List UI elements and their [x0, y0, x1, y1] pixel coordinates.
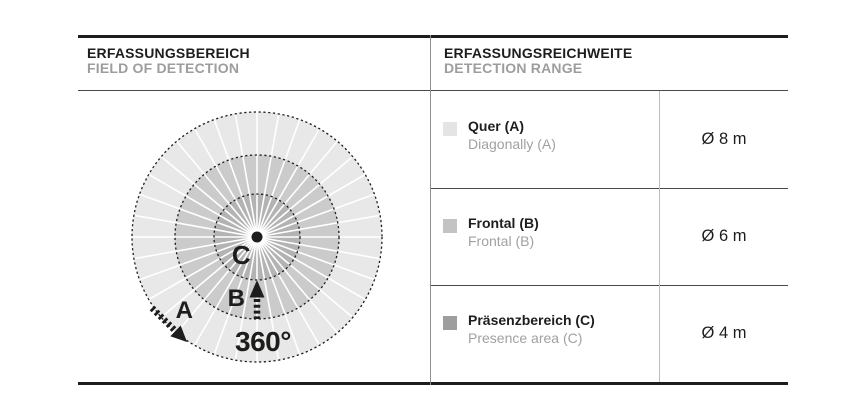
right-panel-header — [444, 45, 632, 76]
row-label-en: Presence area (C) — [468, 330, 583, 346]
swatch-zone-b — [443, 219, 457, 233]
table-row-frontal — [430, 188, 659, 285]
top-rule — [78, 35, 788, 38]
sensor-center-dot — [252, 232, 263, 243]
label-zone-c: C — [231, 240, 251, 270]
label-zone-a: A — [175, 297, 193, 324]
right-panel-subtitle: DETECTION RANGE — [444, 60, 583, 76]
row-label-en: Diagonally (A) — [468, 136, 556, 152]
row-label-de: Frontal (B) — [468, 215, 539, 231]
left-panel-header — [87, 45, 250, 76]
range-value-c — [660, 285, 788, 382]
row-label-de: Präsenzbereich (C) — [468, 312, 595, 328]
range-value-a — [660, 91, 788, 188]
row-label-de: Quer (A) — [468, 118, 524, 134]
row-label-en: Frontal (B) — [468, 233, 535, 249]
swatch-zone-c — [443, 316, 457, 330]
range-text: Ø 4 m — [701, 324, 747, 342]
range-text: Ø 6 m — [701, 227, 747, 245]
right-panel-title: ERFASSUNGSREICHWEITE — [444, 45, 633, 61]
left-panel-title: ERFASSUNGSBEREICH — [87, 45, 250, 61]
swatch-zone-a — [443, 122, 457, 136]
table-row-quer — [430, 91, 659, 188]
label-360-degrees: 360° — [235, 326, 291, 357]
table-row-praesenzbereich — [430, 285, 659, 382]
left-panel-subtitle: FIELD OF DETECTION — [87, 60, 240, 76]
bottom-rule — [78, 382, 788, 385]
range-text: Ø 8 m — [701, 130, 747, 148]
range-value-b — [660, 188, 788, 285]
label-zone-b: B — [227, 285, 245, 312]
